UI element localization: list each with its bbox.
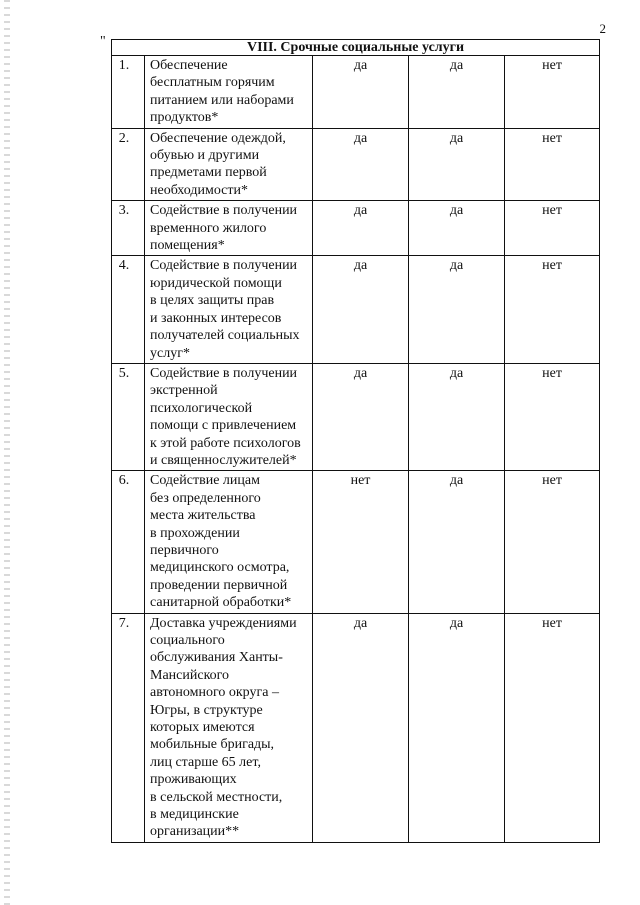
table-row (112, 471, 600, 613)
scan-edge (4, 0, 10, 905)
table-row (112, 56, 600, 129)
service-name-line: Содействие лицам (150, 473, 260, 489)
availability-value-2: да (409, 613, 505, 842)
service-name-line: продуктов* (150, 110, 219, 126)
table-row (112, 613, 600, 842)
service-name-line: организации** (150, 824, 240, 840)
availability-value-2: да (409, 256, 505, 363)
availability-value-3: нет (505, 201, 600, 256)
service-name-line: Обеспечение одеждой, (150, 130, 286, 146)
quote-mark: " (100, 34, 106, 49)
service-name-line: бесплатным горячим (150, 75, 275, 91)
service-name (145, 256, 313, 363)
row-number: 5. (112, 363, 145, 470)
row-number: 6. (112, 471, 145, 613)
availability-value-1: да (313, 56, 409, 129)
availability-value-3: нет (505, 363, 600, 470)
service-name-line: обувью и другими (150, 148, 260, 164)
service-name (145, 613, 313, 842)
service-name-line: лиц старше 65 лет, (150, 754, 261, 770)
availability-value-1: да (313, 128, 409, 201)
table-row (112, 363, 600, 470)
service-name-line: проживающих (150, 772, 237, 788)
social-services-table (111, 39, 600, 843)
row-number: 1. (112, 56, 145, 129)
service-name-line: проведении первичной (150, 577, 288, 593)
service-name-line: помещения* (150, 238, 225, 254)
availability-value-2: да (409, 201, 505, 256)
service-name-line: юридической помощи (150, 275, 282, 291)
service-name-line: питанием или наборами (150, 92, 294, 108)
page-number: 2 (599, 21, 606, 36)
service-name-line: социального (150, 633, 225, 648)
service-name-line: в целях защиты прав (150, 293, 275, 309)
service-name-line: Обеспечение (150, 58, 228, 73)
section-header-row (112, 40, 600, 56)
service-name-line: Доставка учреждениями (150, 615, 297, 631)
row-number: 3. (112, 201, 145, 256)
availability-value-1: да (313, 256, 409, 363)
section-title: VIII. Срочные социальные услуги (112, 40, 600, 56)
table-row (112, 201, 600, 256)
availability-value-1: да (313, 613, 409, 842)
service-name-line: временного жилого (150, 220, 267, 236)
service-name-line: предметами первой (150, 165, 267, 181)
service-name-line: медицинского осмотра, (150, 560, 290, 576)
service-name-line: в прохождении (150, 525, 240, 541)
service-name-line: Содействие в получении (150, 258, 298, 274)
service-name-line: к этой работе психологов (150, 435, 301, 451)
availability-value-2: да (409, 128, 505, 201)
service-name (145, 128, 313, 201)
service-name (145, 363, 313, 470)
service-name-line: психологической (150, 400, 253, 416)
service-name-line: автономного округа – (150, 685, 279, 701)
availability-value-3: нет (505, 56, 600, 129)
service-name-line: в медицинские (150, 807, 239, 823)
service-name-line: и законных интересов (150, 310, 282, 326)
service-name-line: услуг* (150, 345, 190, 361)
service-name-line: экстренной (150, 383, 218, 399)
availability-value-2: да (409, 363, 505, 470)
availability-value-1: да (313, 363, 409, 470)
service-name-line: места жительства (150, 508, 256, 524)
availability-value-3: нет (505, 256, 600, 363)
availability-value-3: нет (505, 613, 600, 842)
service-name-line: Югры, в структуре (150, 702, 263, 718)
service-name-line: Мансийского (150, 667, 230, 683)
availability-value-2: да (409, 56, 505, 129)
service-name (145, 201, 313, 256)
service-name-line: мобильные бригады, (150, 737, 275, 753)
service-name-line: которых имеются (150, 720, 255, 736)
service-name-line: первичного (150, 542, 219, 558)
row-number: 4. (112, 256, 145, 363)
availability-value-3: нет (505, 128, 600, 201)
row-number: 2. (112, 128, 145, 201)
table-row (112, 256, 600, 363)
service-name-line: Содействие в получении (150, 365, 298, 381)
availability-value-1: да (313, 201, 409, 256)
availability-value-2: да (409, 471, 505, 613)
service-name (145, 56, 313, 129)
service-name-line: санитарной обработки* (150, 595, 292, 611)
row-number: 7. (112, 613, 145, 842)
service-name (145, 471, 313, 613)
availability-value-3: нет (505, 471, 600, 613)
table-row (112, 128, 600, 201)
availability-value-1: нет (313, 471, 409, 613)
service-name-line: и священнослужителей* (150, 452, 297, 468)
service-name-line: помощи с привлечением (150, 418, 297, 434)
service-name-line: получателей социальных (150, 328, 300, 344)
service-name-line: обслуживания Ханты- (150, 650, 283, 666)
service-name-line: без определенного (150, 490, 261, 506)
service-name-line: Содействие в получении (150, 203, 298, 219)
service-name-line: необходимости* (150, 182, 249, 198)
service-name-line: в сельской местности, (150, 789, 283, 805)
